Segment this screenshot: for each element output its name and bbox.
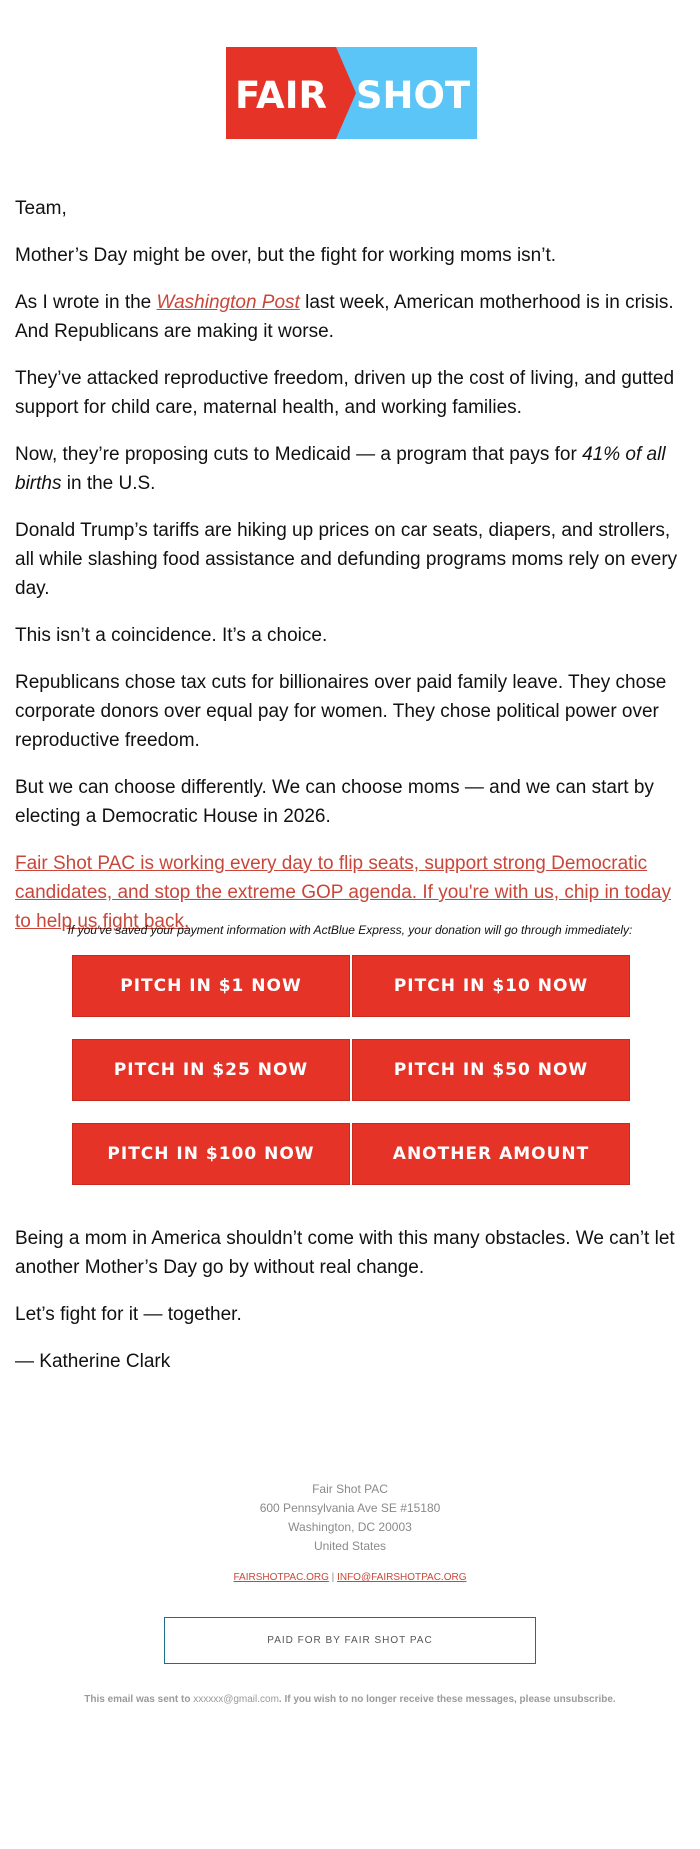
- paragraph-8: But we can choose differently. We can choose moms — and we can start by electing a Democratic House in 2026.: [15, 777, 654, 827]
- pitch-in-1-button[interactable]: PITCH IN $1 NOW: [72, 955, 350, 1017]
- paragraph-3: They’ve attacked reproductive freedom, driven up the cost of living, and gutted support for child care, maternal health, and working families.: [15, 368, 675, 418]
- logo-text-right: SHOT: [355, 74, 471, 117]
- email-link[interactable]: INFO@FAIRSHOTPAC.ORG: [337, 1572, 467, 1583]
- closing-paragraph-1: Being a mom in America shouldn’t come with this many obstacles. We can’t let another Mother’s Day go by without real change.: [15, 1228, 675, 1278]
- paragraph-5: Donald Trump’s tariffs are hiking up prices on car seats, diapers, and strollers, all while slashing food assistance and defunding programs moms rely on every day.: [15, 520, 678, 599]
- site-link[interactable]: FAIRSHOTPAC.ORG: [233, 1572, 329, 1583]
- closing: [15, 1224, 687, 1394]
- pitch-in-10-button[interactable]: PITCH IN $10 NOW: [352, 955, 630, 1017]
- fair-shot-logo: [226, 47, 477, 139]
- footer-address-line-2: Washington, DC 20003: [288, 1520, 412, 1534]
- signature: — Katherine Clark: [15, 1351, 171, 1372]
- paragraph-4: Now, they’re proposing cuts to Medicaid — a program that pays for 41% of all births in the U.S.: [15, 444, 666, 494]
- paragraph-7: Republicans chose tax cuts for billionaires over paid family leave. They chose corporate donors over equal pay for women. They chose political power over reproductive freedom.: [15, 672, 667, 751]
- footer-address: [0, 1480, 700, 1556]
- births-stat: 41% of all births: [15, 444, 666, 494]
- closing-paragraph-2: Let’s fight for it — together.: [15, 1304, 242, 1325]
- email-body: [15, 194, 687, 954]
- paragraph-6: This isn’t a coincidence. It’s a choice.: [15, 625, 328, 646]
- pitch-in-25-button[interactable]: PITCH IN $25 NOW: [72, 1039, 350, 1101]
- footer-address-line-1: 600 Pennsylvania Ave SE #15180: [259, 1501, 441, 1515]
- footer-org: Fair Shot PAC: [312, 1482, 388, 1496]
- logo-text-left: FAIR: [235, 74, 327, 117]
- washington-post-link[interactable]: Washington Post: [156, 292, 300, 313]
- pitch-in-100-button[interactable]: PITCH IN $100 NOW: [72, 1123, 350, 1185]
- footer-country: United States: [313, 1539, 387, 1553]
- unsubscribe-text[interactable]: . If you wish to no longer receive these messages, please unsubscribe.: [278, 1694, 616, 1705]
- another-amount-button[interactable]: ANOTHER AMOUNT: [352, 1123, 630, 1185]
- link-separator: |: [331, 1572, 335, 1583]
- paid-for-box: PAID FOR BY FAIR SHOT PAC: [164, 1617, 536, 1664]
- paragraph-1: Mother’s Day might be over, but the fight for working moms isn’t.: [15, 245, 557, 266]
- greeting: Team,: [15, 198, 67, 219]
- pitch-in-50-button[interactable]: PITCH IN $50 NOW: [352, 1039, 630, 1101]
- cta-donate-link[interactable]: Fair Shot PAC is working every day to flip seats, support strong Democratic candidates, and stop the extreme GOP agenda. If you're with us, chip in today to help us fight back.: [15, 853, 672, 932]
- footer-links: [0, 1572, 700, 1583]
- recipient-email: xxxxxx@gmail.com: [193, 1694, 279, 1705]
- actblue-note: If you've saved your payment information with ActBlue Express, your donation will go through immediately:: [67, 923, 633, 937]
- unsubscribe-notice: This email was sent to xxxxxx@gmail.com. If you wish to no longer receive these messages, please unsubscribe.: [84, 1694, 616, 1705]
- paragraph-2: As I wrote in the Washington Post last week, American motherhood is in crisis. And Republicans are making it worse.: [15, 292, 674, 342]
